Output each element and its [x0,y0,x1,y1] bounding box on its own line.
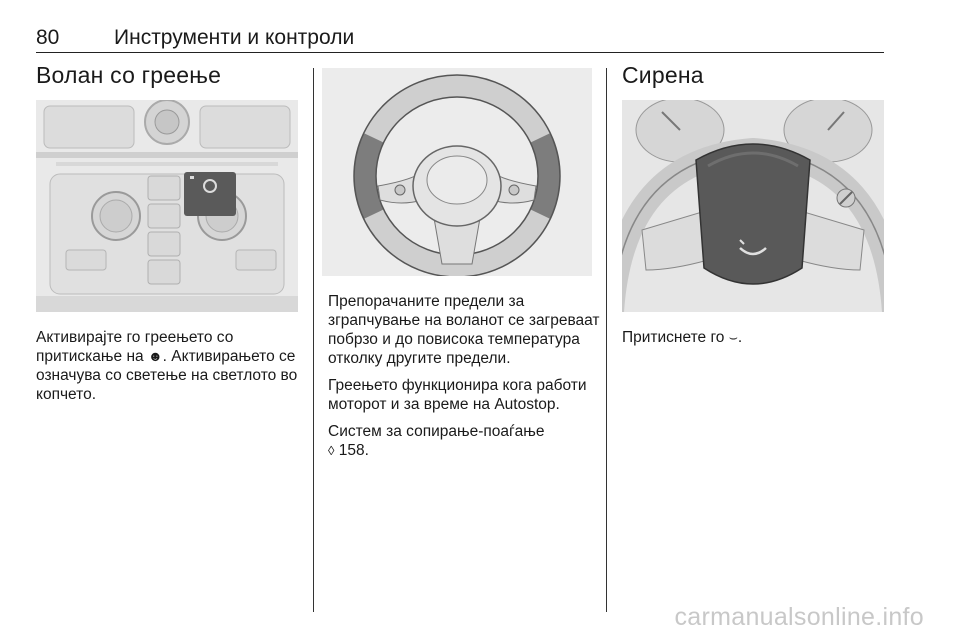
heated-wheel-description [328,292,600,468]
figure-horn-pad [622,100,884,312]
column-horn [622,62,704,89]
watermark: carmanualsonline.info [674,603,924,631]
column-divider-right [606,68,607,612]
page-reference-link[interactable]: 158. [338,442,369,459]
heated-wheel-instructions [36,328,304,412]
horn-icon: ⌣ [728,329,738,345]
page-number: 80 [36,26,60,49]
reference-text: Систем за сопирање-поаѓање [328,423,545,440]
section-title: Инструменти и контроли [114,26,355,49]
heading-horn: Сирена [622,62,704,88]
page-reference-arrow-icon: ◊ [328,443,335,458]
heading-heated-steering-wheel: Волан со греење [36,62,222,88]
operation-paragraph: Греењето функционира кога работи моторот и за време на Autostop. [328,377,587,413]
horn-text-start: Притиснете го [622,329,729,346]
figure-center-console [36,100,298,312]
column-heated-steering-wheel [36,62,221,89]
horn-text-end: . [737,329,743,346]
stop-start-reference [328,422,600,460]
header-rule [36,52,884,53]
page-header [36,24,884,54]
column-divider-left [313,68,314,612]
instruction-text-end: . Активирањето се означува со светење на светлото во копчето. [36,348,298,403]
figure-steering-wheel [322,68,592,276]
instruction-text-start: Активирајте го греењето со притискање на [36,329,234,365]
grip-zones-paragraph: Препорачаните предели за зграпчување на воланот се загреваат побрзо и до повисока температура отколку другите предели. [328,293,600,367]
horn-instructions [622,328,884,355]
heated-wheel-icon: ☻ [147,348,163,364]
